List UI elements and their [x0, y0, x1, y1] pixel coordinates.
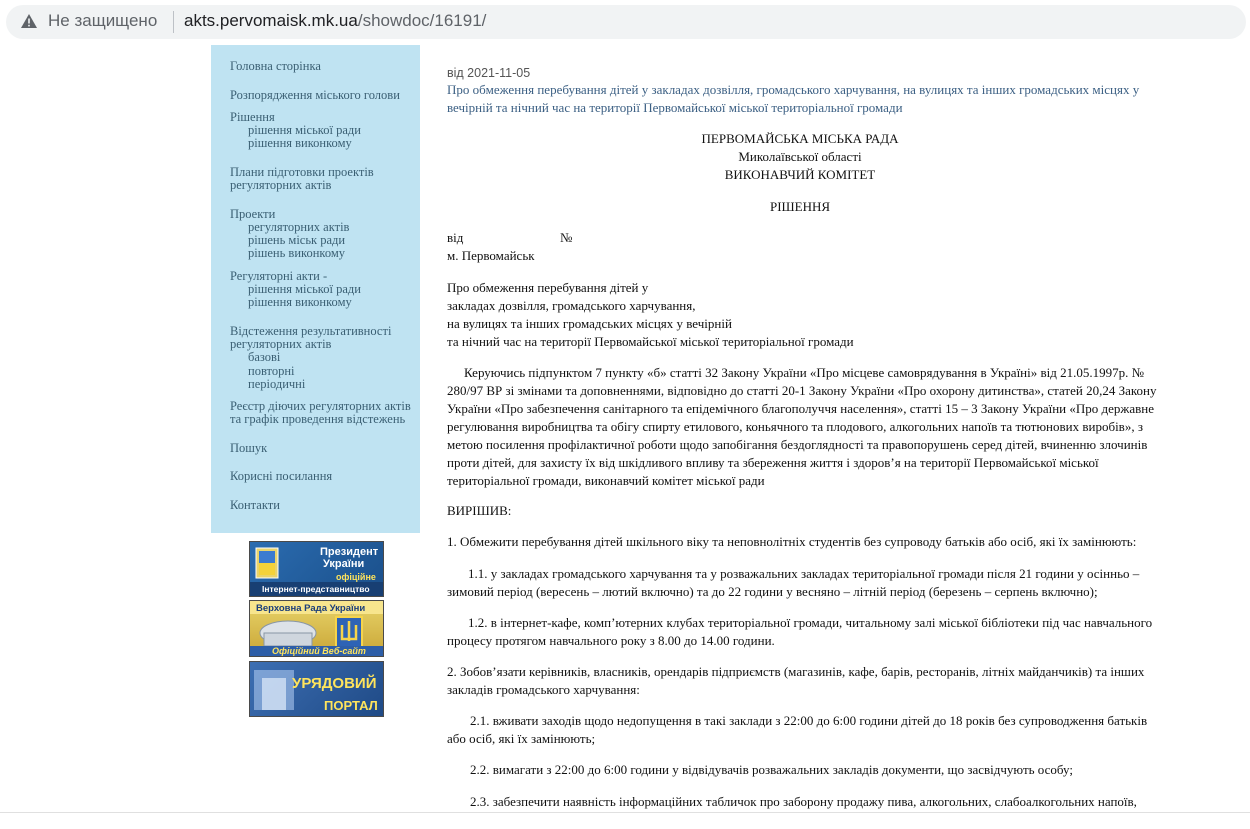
- city: м. Первомайськ: [447, 248, 535, 263]
- council-name: ПЕРВОМАЙСЬКА МІСЬКА РАДА: [701, 131, 899, 146]
- url-path: /showdoc/16191/: [357, 11, 487, 30]
- committee-name: ВИКОНАВЧИЙ КОМІТЕТ: [724, 167, 876, 182]
- region-name: Миколаївської області: [738, 149, 862, 164]
- item-1-1: 1.1. у закладах громадського харчування та у розважальних закладах територіальної громади після 21 години у осінньо – зимовий період (вересень – лютий включно) та до 22 години у весняно – літній період (березень – серпень включно);: [447, 566, 1140, 599]
- gov-title: УРЯДОВИЙ: [292, 675, 377, 692]
- rada-title: Верховна Рада України: [256, 603, 366, 614]
- rada-site: Офіційний Веб-сайт: [272, 646, 366, 656]
- nav-projects[interactable]: Проекти: [230, 207, 276, 221]
- nav-registry[interactable]: Реєстр діючих регуляторних актів: [230, 399, 411, 413]
- nav-projects-reg[interactable]: регуляторних актів: [248, 220, 350, 234]
- item-2-3: 2.3. забезпечити наявність інформаційних табличок про заборону продажу пива, алкогольних, слабоалкогольних напоїв,: [470, 794, 1137, 809]
- nav-contacts[interactable]: Контакти: [230, 498, 280, 512]
- warning-icon[interactable]: [20, 13, 38, 29]
- security-label[interactable]: Не защищено: [48, 11, 158, 30]
- date-label: від: [447, 230, 464, 245]
- browser-address-bar: [0, 0, 1250, 45]
- nav-tracking[interactable]: Відстеження результативності: [230, 324, 392, 338]
- url-text[interactable]: [184, 11, 486, 31]
- preamble: Керуючись підпунктом 7 пункту «б» статті 32 Закону України «Про місцеве самоврядування в Україні» від 21.05.1997р. № 280/97 ВР зі змінами та доповненнями, відповідно до статті 20-1 Закону України «Про охорону дитинства», статей 20,24 Закону України «Про забезпечення санітарного та епідемічного благополуччя населення», статті 15 – 3 Закону України «Про державне регулювання виробництва та обігу спирту етилового, коньячного та плодового, алкогольних напоїв та тютюнових виробів», з метою посилення профілактичної роботи щодо запобігання бездоглядності та правопорушень серед дітей, вчиненню злочинів проти дітей, для захисту їх від шкідливого впливу та збереження життя і здоров’я на території Первомайської міської територіальної громади, виконавчий комітет міської ради: [447, 365, 1157, 488]
- president-banner[interactable]: [249, 541, 384, 597]
- item-2-2: 2.2. вимагати з 22:00 до 6:00 години у відвідувачів розважальних закладів документи, що засвідчують особу;: [470, 762, 1073, 777]
- divider: [173, 11, 174, 33]
- president-title: Президент: [320, 546, 379, 558]
- verkhovna-rada-banner[interactable]: [249, 600, 384, 657]
- subject-line-1: Про обмеження перебування дітей у: [447, 280, 649, 295]
- item-1: 1. Обмежити перебування дітей шкільного віку та неповнолітніх студентів без супроводу батьків або осіб, які їх замінюють:: [447, 534, 1137, 549]
- subject-line-2: закладах дозвілля, громадського харчування,: [447, 298, 696, 313]
- nav-mayor-orders[interactable]: Розпорядження міського голови: [230, 88, 400, 102]
- nav-decisions[interactable]: Рішення: [230, 110, 275, 124]
- nav-tracking-base[interactable]: базові: [248, 350, 281, 364]
- nav-tracking-periodic[interactable]: періодичні: [248, 377, 306, 391]
- rada-banner-art: [250, 601, 383, 656]
- nav-search[interactable]: Пошук: [230, 441, 268, 455]
- nav-decisions-exec[interactable]: рішення виконкому: [248, 136, 352, 150]
- nav-tracking-repeat[interactable]: повторні: [248, 364, 295, 378]
- nav-projects-exec[interactable]: рішень виконкому: [248, 246, 345, 260]
- government-portal-banner[interactable]: [249, 661, 384, 717]
- nav-tracking-2[interactable]: регуляторних актів: [230, 337, 332, 351]
- gov-banner-art: [250, 662, 383, 716]
- subject-line-3: на вулицях та інших громадських місцях у вечірній: [447, 316, 732, 331]
- nav-links[interactable]: Корисні посилання: [230, 469, 333, 483]
- item-1-2: 1.2. в інтернет-кафе, комп’ютерних клубах територіальної громади, читальному залі міської бібліотеки під час навчального процесу протягом навчального року з 8.00 до 14.00 години.: [447, 615, 1153, 648]
- decision-heading: РІШЕННЯ: [769, 199, 831, 214]
- subject-line-4: та нічний час на території Первомайської міської територіальної громади: [447, 334, 854, 349]
- bottom-bar: [0, 812, 1250, 829]
- item-2-1: 2.1. вживати заходів щодо недопущення в такі заклади з 22:00 до 6:00 години дітей до 18 років без супроводження батьків або осіб, які їх замінюють;: [447, 713, 1148, 746]
- gov-portal: ПОРТАЛ: [324, 698, 378, 713]
- nav-reg-exec[interactable]: рішення виконкому: [248, 295, 352, 309]
- resolved-heading: ВИРІШИВ:: [447, 503, 512, 518]
- president-official: офіційне: [336, 572, 376, 582]
- president-country: України: [323, 558, 365, 570]
- number-label: №: [560, 230, 573, 245]
- nav-reg-acts[interactable]: Регуляторні акти -: [230, 269, 328, 283]
- doc-date: від 2021-11-05: [447, 66, 531, 80]
- item-2: 2. Зобов’язати керівників, власників, орендарів підприємств (магазинів, кафе, барів, ресторанів, літніх майданчиків) та інших закладів громадського харчування:: [447, 664, 1145, 697]
- nav-registry-2[interactable]: та графік проведення відстежень: [230, 412, 406, 426]
- nav-projects-council[interactable]: рішень міськ ради: [248, 233, 346, 247]
- nav-plans[interactable]: Плани підготовки проектів: [230, 165, 374, 179]
- url-host: akts.pervomaisk.mk.ua: [184, 11, 358, 30]
- nav-decisions-council[interactable]: рішення міської ради: [248, 123, 361, 137]
- nav-reg-council[interactable]: рішення міської ради: [248, 282, 361, 296]
- president-banner-art: [250, 542, 383, 596]
- president-site: Інтернет-представництво: [262, 584, 370, 594]
- nav-home[interactable]: Головна сторінка: [230, 59, 321, 73]
- nav-plans-2[interactable]: регуляторних актів: [230, 178, 332, 192]
- doc-title: Про обмеження перебування дітей у закладах дозвілля, громадського харчування, на вулицях та інших громадських місцях у вечірній та нічний час на території Первомайської міської територіальної громади: [447, 82, 1140, 115]
